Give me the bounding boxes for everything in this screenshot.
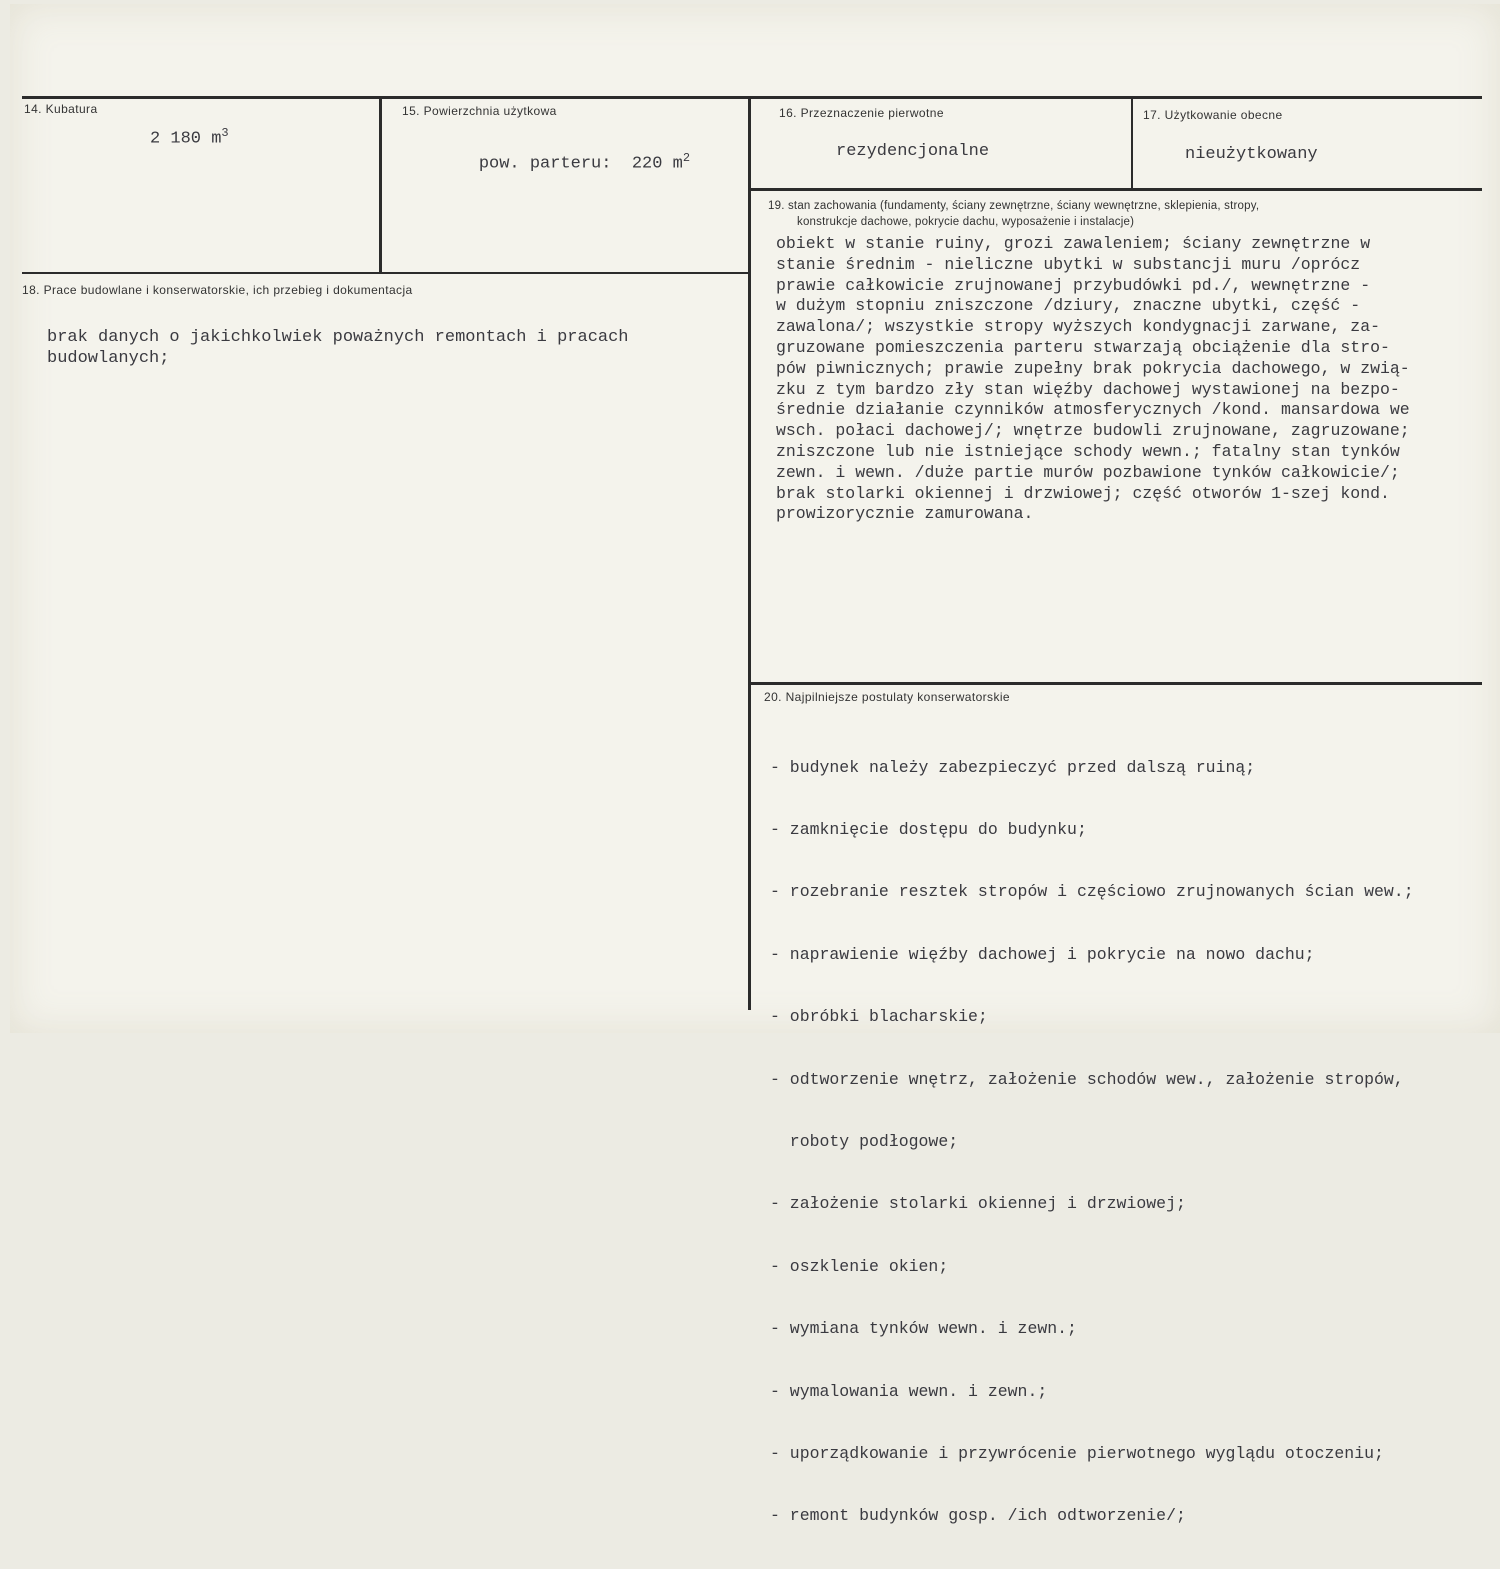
postulate-item: - rozebranie resztek stropów i częściowo zrujnowanych ścian wew.;	[770, 882, 1414, 902]
field-15-value	[438, 132, 690, 193]
text-line: obiekt w stanie ruiny, grozi zawaleniem; ściany zewnętrzne w	[776, 234, 1371, 253]
postulate-item: - naprawienie więźby dachowej i pokrycie na nowo dachu;	[770, 944, 1315, 964]
text-line: prowizorycznie zamurowana.	[776, 504, 1034, 524]
text-line: budowlanych;	[47, 348, 170, 368]
divider-16-17	[1131, 99, 1133, 191]
postulate-item: - wymiana tynków wewn. i zewn.;	[770, 1319, 1077, 1339]
field-20-text	[770, 716, 1414, 1569]
postulate-item: - remont budynków gosp. /ich odtworzenie/;	[770, 1506, 1186, 1526]
postulate-item: roboty podłogowe;	[770, 1131, 959, 1151]
text-line: brak danych o jakichkolwiek poważnych remontach i pracach	[47, 328, 629, 347]
field-17-value: nieużytkowany	[1185, 145, 1318, 164]
postulate-item: - budynek należy zabezpieczyć przed dalszą ruiną;	[770, 757, 1256, 777]
rule-above-20	[751, 682, 1482, 685]
text-line: zku z tym bardzo zły stan więźby dachowej wystawionej na bezpo-	[776, 379, 1400, 399]
text-line: zewn. i wewn. /duże partie murów pozbawione tynków całkowicie/;	[776, 462, 1400, 482]
field-18-label: 18. Prace budowlane i konserwatorskie, ich przebieg i dokumentacja	[22, 283, 413, 297]
field-19-text	[776, 234, 1410, 525]
top-rule	[22, 96, 1482, 99]
center-divider	[748, 96, 751, 1010]
text-line: średnie działanie czynników atmosferycznych /kond. mansardowa we	[776, 400, 1410, 420]
field-19-label: 19. stan zachowania (fundamenty, ściany zewnętrzne, ściany wewnętrzne, sklepienia, stropy,	[768, 200, 1260, 212]
rule-under-14-15	[22, 272, 751, 274]
postulate-item: - wymalowania wewn. i zewn.;	[770, 1381, 1048, 1401]
field-17-label: 17. Użytkowanie obecne	[1143, 108, 1283, 122]
field-15-label: 15. Powierzchnia użytkowa	[402, 104, 557, 118]
rule-under-16-17	[751, 188, 1482, 191]
divider-14-15	[379, 96, 382, 274]
text-line: brak stolarki okiennej i drzwiowej; część otworów 1-szej kond.	[776, 483, 1390, 503]
field-20-label: 20. Najpilniejsze postulaty konserwatorskie	[764, 690, 1010, 704]
field-14-label: 14. Kubatura	[24, 102, 98, 116]
text-line: prawie całkowicie zrujnowanej przybudówki pd./, wewnętrzne -	[776, 275, 1371, 295]
field-19-label-continued: konstrukcje dachowe, pokrycie dachu, wyposażenie i instalacje)	[797, 216, 1135, 228]
cubature-unit-exponent: 3	[221, 126, 229, 140]
text-line: pów piwnicznych; prawie zupełny brak pokrycia dachowego, w zwią-	[776, 358, 1410, 378]
postulate-item: - obróbki blacharskie;	[770, 1007, 988, 1027]
postulate-item: - oszklenie okien;	[770, 1256, 949, 1276]
field-14-value	[150, 126, 229, 149]
area-unit-exponent: 2	[682, 151, 691, 165]
postulate-item: - zamknięcie dostępu do budynku;	[770, 819, 1087, 839]
field-16-label: 16. Przeznaczenie pierwotne	[779, 106, 944, 120]
text-line: gruzowane pomieszczenia parteru stwarzają obciążenie dla stro-	[776, 337, 1390, 357]
text-line: zniszczone lub nie istniejące schody wewn.; fatalny stan tynków	[776, 441, 1400, 461]
postulate-item: - odtworzenie wnętrz, założenie schodów wew., założenie stropów,	[770, 1069, 1404, 1089]
text-line: zawalona/; wszystkie stropy wyższych kondygnacji zarwane, za-	[776, 317, 1380, 337]
usable-area-value: pow. parteru: 220 m	[478, 154, 683, 174]
postulate-item: - założenie stolarki okiennej i drzwiowej;	[770, 1194, 1186, 1214]
inventory-card	[10, 4, 1500, 1526]
postulate-item: - uporządkowanie i przywrócenie pierwotnego wyglądu otoczeniu;	[770, 1443, 1384, 1463]
field-18-text	[47, 328, 629, 370]
text-line: stanie średnim - nieliczne ubytki w substancji muru /oprócz	[776, 254, 1361, 274]
text-line: wsch. połaci dachowej/; wnętrze budowli zrujnowane, zagruzowane;	[776, 421, 1410, 441]
cubature-value: 2 180 m	[150, 129, 222, 149]
text-line: w dużym stopniu zniszczone /dziury, znaczne ubytki, część -	[776, 296, 1361, 316]
field-16-value: rezydencjonalne	[836, 142, 990, 161]
